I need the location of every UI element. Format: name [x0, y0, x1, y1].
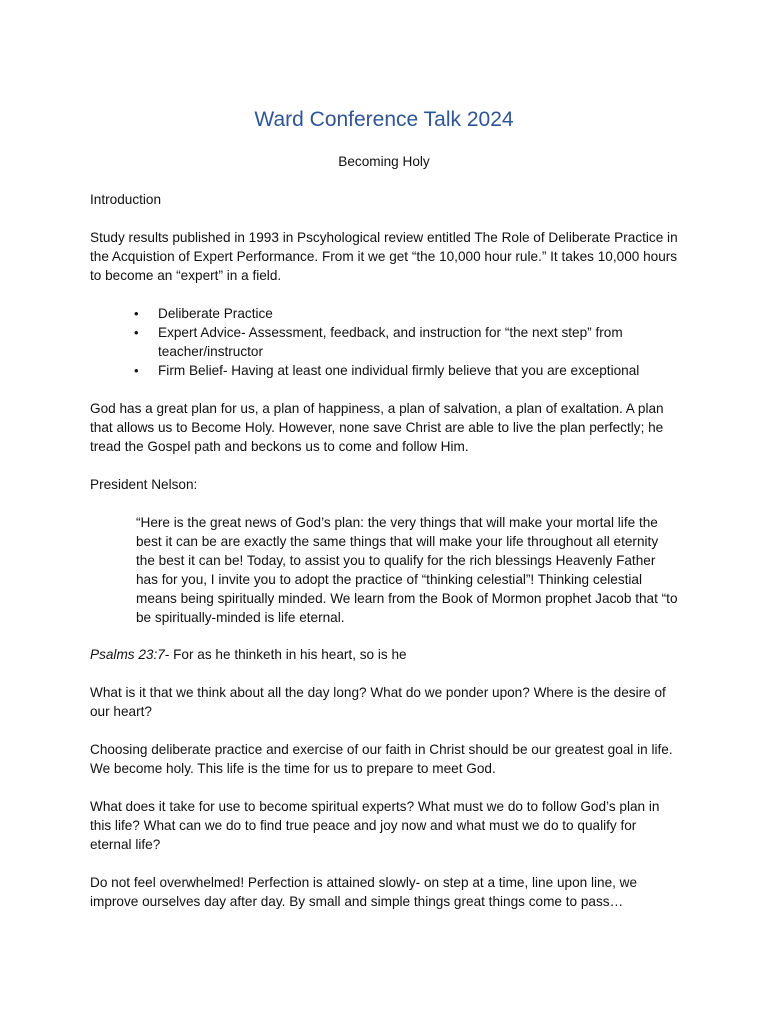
document-subtitle: Becoming Holy: [338, 154, 430, 169]
quote-attribution: President Nelson:: [90, 477, 198, 492]
bullet-list: [90, 304, 680, 380]
paragraph-overwhelmed: Do not feel overwhelmed! Perfection is attained slowly- on step at a time, line upon line, we improve ourselves day after day. By small and simple things great things come to pass…: [90, 875, 638, 909]
bullet-icon: •: [134, 325, 139, 340]
list-item: [90, 304, 658, 323]
list-item: [90, 361, 658, 380]
paragraph-questions: What is it that we think about all the day long? What do we ponder upon? Where is the desire of our heart?: [90, 685, 666, 719]
paragraph-plan: God has a great plan for us, a plan of happiness, a plan of salvation, a plan of exaltation. A plan that allows us to Become Holy. However, none save Christ are able to live the plan perfectly; he tread the Gospel path and beckons us to come and follow Him.: [90, 401, 664, 454]
list-item-text: Firm Belief- Having at least one individual firmly believe that you are exceptional: [158, 363, 640, 378]
scripture-reference: Psalms 23:7: [90, 647, 165, 662]
bullet-icon: •: [134, 306, 139, 321]
paragraph-experts: What does it take for use to become spiritual experts? What must we do to follow God’s plan in this life? What can we do to find true peace and joy now and what must we do to qualify for eternal life?: [90, 799, 660, 852]
list-item-text: Expert Advice- Assessment, feedback, and instruction for “the next step” from teacher/instructor: [158, 325, 623, 359]
block-quote: “Here is the great news of God’s plan: the very things that will make your mortal life the best it can be are exactly the same things that will make your life throughout all eternity the best it can be! Today, to assist you to qualify for the rich blessings Heavenly Father has for you, I invite you to adopt the practice of “thinking celestial”! Thinking celestial means being spiritually minded. We learn from the Book of Mormon prophet Jacob that “to be spiritually-minded is life eternal.: [136, 515, 678, 625]
scripture-text: - For as he thinketh in his heart, so is he: [164, 647, 407, 662]
bullet-icon: •: [134, 363, 139, 378]
paragraph-choosing: Choosing deliberate practice and exercise of our faith in Christ should be our greatest goal in life. We become holy. This life is the time for us to prepare to meet God.: [90, 742, 673, 776]
list-item-text: Deliberate Practice: [158, 306, 273, 321]
paragraph-study: Study results published in 1993 in Pscyhological review entitled The Role of Deliberate Practice in the Acquistion of Expert Performance. From it we get “the 10,000 hour rule.” It takes 10,000 hours to become an “expert” in a field.: [90, 230, 678, 283]
scripture-line: [90, 645, 680, 664]
intro-heading: Introduction: [90, 192, 162, 207]
document-title: Ward Conference Talk 2024: [254, 108, 514, 131]
list-item: [90, 323, 658, 361]
